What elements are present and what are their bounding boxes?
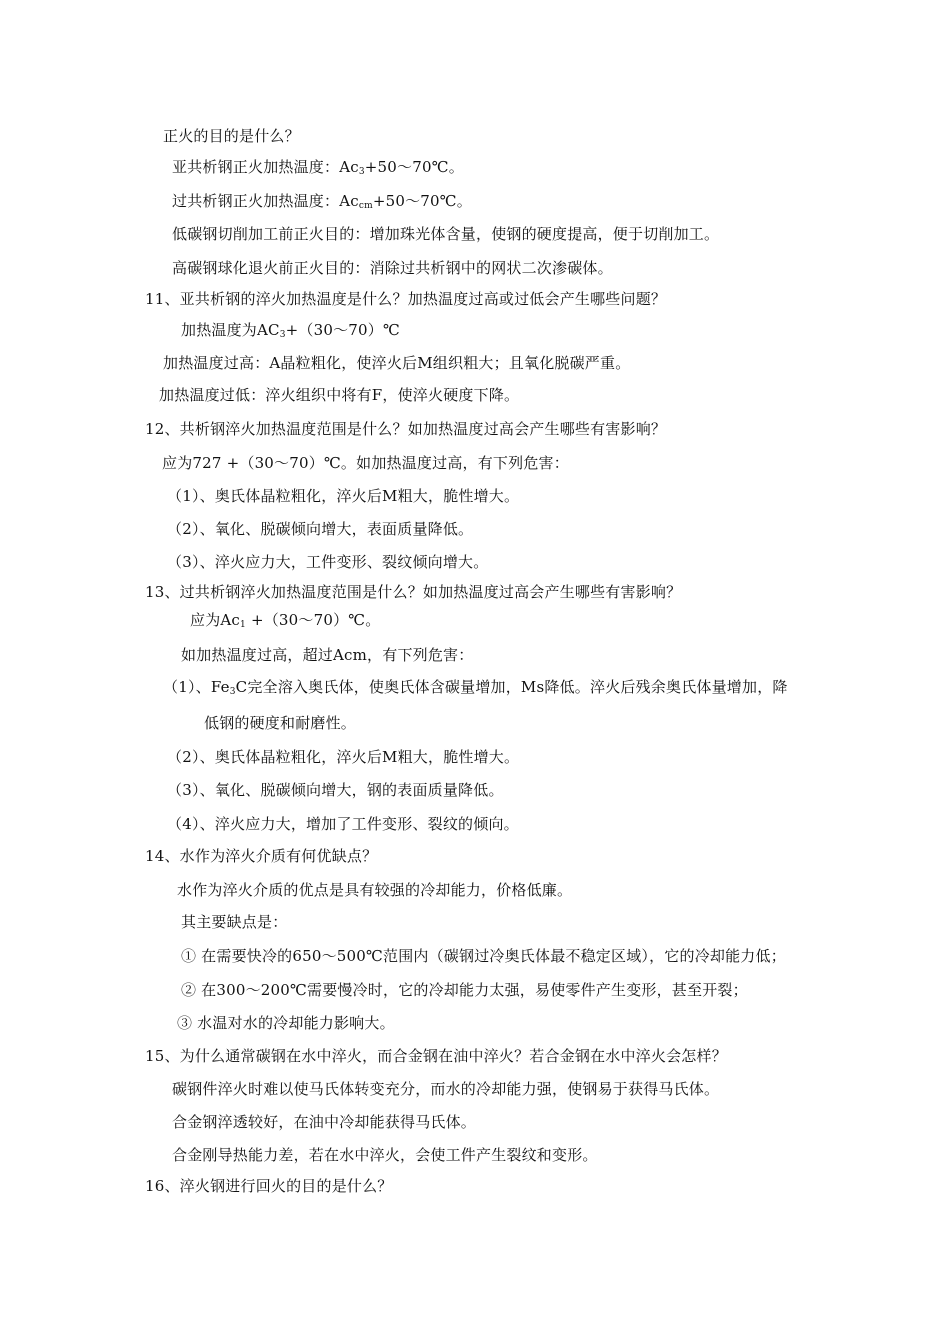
text-line: 加热温度为$AC_3+(30\sim 70)℃$	[181, 321, 400, 340]
list-item: ① 在需要快冷的650～500℃范围内（碳钢过冷奥氏体最不稳定区域），它的冷却能力低；	[181, 947, 786, 965]
question-heading: 16、淬火钢进行回火的目的是什么？	[145, 1177, 393, 1195]
text-line: 过共析钢正火加热温度：$Ac_{cm}+50\sim 70℃$。	[172, 192, 472, 211]
list-item: （1）、$Fe_3C$完全溶入奥氏体，使奥氏体含碳量增加，Ms降低。淬火后残余奥氏体量增加，降	[163, 678, 788, 697]
list-item: ② 在300～200℃需要慢冷时，它的冷却能力太强，易使零件产生变形，甚至开裂；	[181, 981, 748, 999]
question-heading: 12、共析钢淬火加热温度范围是什么？如加热温度过高会产生哪些有害影响？	[145, 420, 667, 438]
text-line: 低碳钢切削加工前正火目的：增加珠光体含量，使钢的硬度提高，便于切削加工。	[172, 225, 720, 243]
list-item: （4）、淬火应力大，增加了工件变形、裂纹的倾向。	[167, 815, 519, 833]
text-line: 应为727 +（30～70）℃。如加热温度过高，有下列危害：	[162, 454, 569, 472]
list-item: （2）、氧化、脱碳倾向增大，表面质量降低。	[167, 520, 474, 538]
text-line: 如加热温度过高，超过Acm，有下列危害：	[181, 646, 474, 664]
text-line: 合金钢淬透较好，在油中冷却能获得马氏体。	[172, 1113, 477, 1131]
question-heading: 11、亚共析钢的淬火加热温度是什么？加热温度过高或过低会产生哪些问题？	[145, 290, 667, 308]
text-line: 水作为淬火介质的优点是具有较强的冷却能力，价格低廉。	[177, 881, 573, 899]
text-line: 碳钢件淬火时难以使马氏体转变充分，而水的冷却能力强，使钢易于获得马氏体。	[172, 1080, 720, 1098]
list-item: （1）、奥氏体晶粒粗化，淬火后M粗大，脆性增大。	[167, 487, 520, 505]
question-heading: 15、为什么通常碳钢在水中淬火，而合金钢在油中淬火？若合金钢在水中淬火会怎样？	[145, 1047, 727, 1065]
text-line: 亚共析钢正火加热温度：$Ac_3+50\sim 70℃$。	[172, 158, 464, 177]
text-line: 高碳钢球化退火前正火目的：消除过共析钢中的网状二次渗碳体。	[172, 259, 613, 277]
text-line: 其主要缺点是：	[181, 913, 288, 931]
list-item: （3）、氧化、脱碳倾向增大，钢的表面质量降低。	[167, 781, 504, 799]
text-line: 加热温度过高：A晶粒粗化，使淬火后M组织粗大；且氧化脱碳严重。	[163, 354, 631, 372]
text-line: 低钢的硬度和耐磨性。	[204, 714, 357, 732]
text-line: 应为$Ac_1$ +（30～70）℃。	[190, 611, 381, 630]
list-item: （2）、奥氏体晶粒粗化，淬火后M粗大，脆性增大。	[167, 748, 520, 766]
list-item: （3）、淬火应力大，工件变形、裂纹倾向增大。	[167, 553, 489, 571]
list-item: ③ 水温对水的冷却能力影响大。	[177, 1014, 395, 1032]
text-line: 正火的目的是什么？	[163, 127, 300, 145]
question-heading: 14、水作为淬火介质有何优缺点？	[145, 847, 378, 865]
text-line: 加热温度过低：淬火组织中将有F，使淬火硬度下降。	[159, 386, 520, 404]
text-line: 合金刚导热能力差，若在水中淬火，会使工件产生裂纹和变形。	[172, 1146, 598, 1164]
question-heading: 13、过共析钢淬火加热温度范围是什么？如加热温度过高会产生哪些有害影响？	[145, 583, 682, 601]
